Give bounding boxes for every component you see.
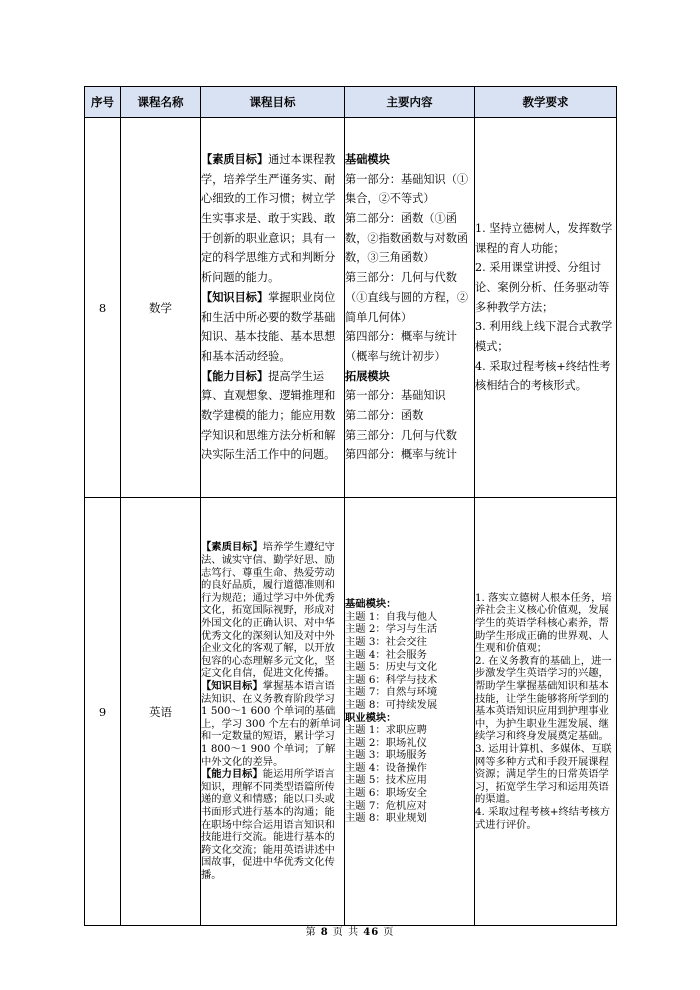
teaching-requirements	[475, 118, 617, 498]
content-item: 主题 1：自我与他人	[345, 610, 438, 623]
goal-ability: 【能力目标】能运用所学语言知识，理解不同类型语篇所传递的意义和情感；能以口头或书面形式进行基本的沟通；能在职场中综合运用语言知识和技能进行交流。能进行基本的跨文化交流；能用英语讲述中国故事，促进中华优秀文化传播。	[201, 768, 335, 881]
table-row	[85, 118, 617, 498]
requirement-item: 4. 采取过程考核+终结考核方式进行评价。	[475, 805, 610, 831]
content-item: 主题 5：技术应用	[345, 774, 427, 787]
requirement-item: 3. 利用线上线下混合式教学模式；	[475, 320, 613, 354]
course-name: 英语	[121, 498, 201, 926]
page-footer: 第 8 页 共 46 页	[305, 927, 395, 938]
module-title: 基础模块：	[345, 598, 397, 611]
content-item: 第二部分：函数（①函数，②指数函数与对数函数，③三角函数）	[345, 211, 469, 265]
course-name: 数学	[121, 118, 201, 498]
header-main-content: 主要内容	[345, 87, 475, 118]
content-item: 主题 2：职场礼仪	[345, 736, 427, 749]
content-item: 第一部分：基础知识	[345, 389, 446, 403]
content-item: 主题 6：科学与技术	[345, 673, 438, 686]
curriculum-table	[84, 86, 617, 926]
requirement-item: 2. 在义务教育的基础上，进一步激发学生英语学习的兴趣，帮助学生掌握基础知识和基本技能，让学生能够将所学到的基本英语知识应用到护理事业中，为护生职业生涯发展、继续学习和终身发展奠定基础。	[475, 654, 612, 743]
header-index: 序号	[85, 87, 121, 118]
module-title: 拓展模块	[345, 368, 390, 383]
course-goals	[201, 118, 345, 498]
table-row	[85, 498, 617, 926]
row-index: 9	[85, 498, 121, 926]
requirement-item: 3. 运用计算机、多媒体、互联网等多种方式和手段开展课程资源；满足学生的日常英语学习，拓宽学生学习和运用英语的渠道。	[475, 742, 612, 806]
content-item: 第一部分：基础知识（①集合，②不等式）	[345, 172, 469, 206]
content-item: 主题 4：设备操作	[345, 761, 427, 774]
requirement-item: 1. 落实立德树人根本任务，培养社会主义核心价值观，发展学生的英语学科核心素养，帮助学生形成正确的世界观、人生观和价值观；	[475, 591, 612, 655]
teaching-requirements	[475, 498, 617, 926]
content-item: 第三部分：几何与代数（①直线与圆的方程，②简单几何体）	[345, 271, 469, 324]
current-page-number: 8	[320, 927, 329, 938]
module-title: 职业模块：	[345, 711, 397, 724]
goal-knowledge: 【知识目标】掌握职业岗位和生活中所必要的数学基础知识、基本技能、基本思想和基本活动经验。	[201, 289, 336, 363]
content-item: 主题 3：社会交往	[345, 635, 427, 648]
content-item: 主题 6：职场安全	[345, 787, 427, 800]
content-item: 第二部分：函数	[345, 409, 424, 423]
content-item: 第四部分：概率与统计（概率与统计初步）	[345, 330, 457, 363]
content-item: 主题 7：危机应对	[345, 799, 427, 812]
content-item: 主题 8：可持续发展	[345, 698, 438, 711]
requirement-item: 1. 坚持立德树人，发挥数学课程的育人功能；	[475, 221, 613, 255]
content-item: 主题 8：职业规划	[345, 812, 427, 825]
goal-ability: 【能力目标】提高学生运算、直观想象、逻辑推理和数学建模的能力；能应用数学知识和思维方法分析和解决实际生活工作中的问题。	[201, 368, 336, 462]
requirement-item: 4. 采取过程考核+终结性考核相结合的考核形式。	[475, 359, 611, 393]
content-item: 主题 5：历史与文化	[345, 661, 438, 674]
total-page-count: 46	[363, 927, 380, 938]
content-item: 主题 1：求职应聘	[345, 724, 427, 737]
content-item: 主题 4：社会服务	[345, 648, 427, 661]
course-goals	[201, 498, 345, 926]
header-course-goals: 课程目标	[201, 87, 345, 118]
row-index: 8	[85, 118, 121, 498]
goal-quality: 【素质目标】培养学生遵纪守法、诚实守信、勤学好思、励志笃行、尊重生命、热爱劳动的良好品质，履行道德准则和行为规范；通过学习中外优秀文化，拓宽国际视野，形成对外国文化的正确认识、对中华优秀文化的深刻认知及对中外企业文化的客观了解，以开放包容的心态理解多元文化，坚定文化自信，促进文化传播。	[201, 541, 335, 680]
goal-knowledge: 【知识目标】掌握基本语言语法知识、在义务教育阶段学习 1 500～1 600 个单词的基础上，学习 300 个左右的新单词和一定数量的短语，累计学习 1 800～1 900 个单词；了解中外文化的差异。	[201, 680, 341, 768]
content-item: 第四部分：概率与统计	[345, 448, 457, 462]
content-item: 主题 7：自然与环境	[345, 686, 438, 699]
main-content	[345, 498, 475, 926]
header-course-name: 课程名称	[121, 87, 201, 118]
goal-quality: 【素质目标】通过本课程教学，培养学生严谨务实、耐心细致的工作习惯；树立学生实事求是、敢于实践、敢于创新的职业意识；具有一定的科学思维方式和判断分析问题的能力。	[201, 151, 336, 285]
requirement-item: 2. 采用课堂讲授、分组讨论、案例分析、任务驱动等多种教学方法；	[475, 261, 610, 314]
content-item: 主题 2：学习与生活	[345, 623, 438, 636]
content-item: 主题 3：职场服务	[345, 749, 427, 762]
module-title: 基础模块	[345, 151, 390, 166]
table-header-row	[85, 87, 617, 118]
content-item: 第三部分：几何与代数	[345, 428, 457, 442]
main-content	[345, 118, 475, 498]
header-teaching-requirements: 教学要求	[475, 87, 617, 118]
